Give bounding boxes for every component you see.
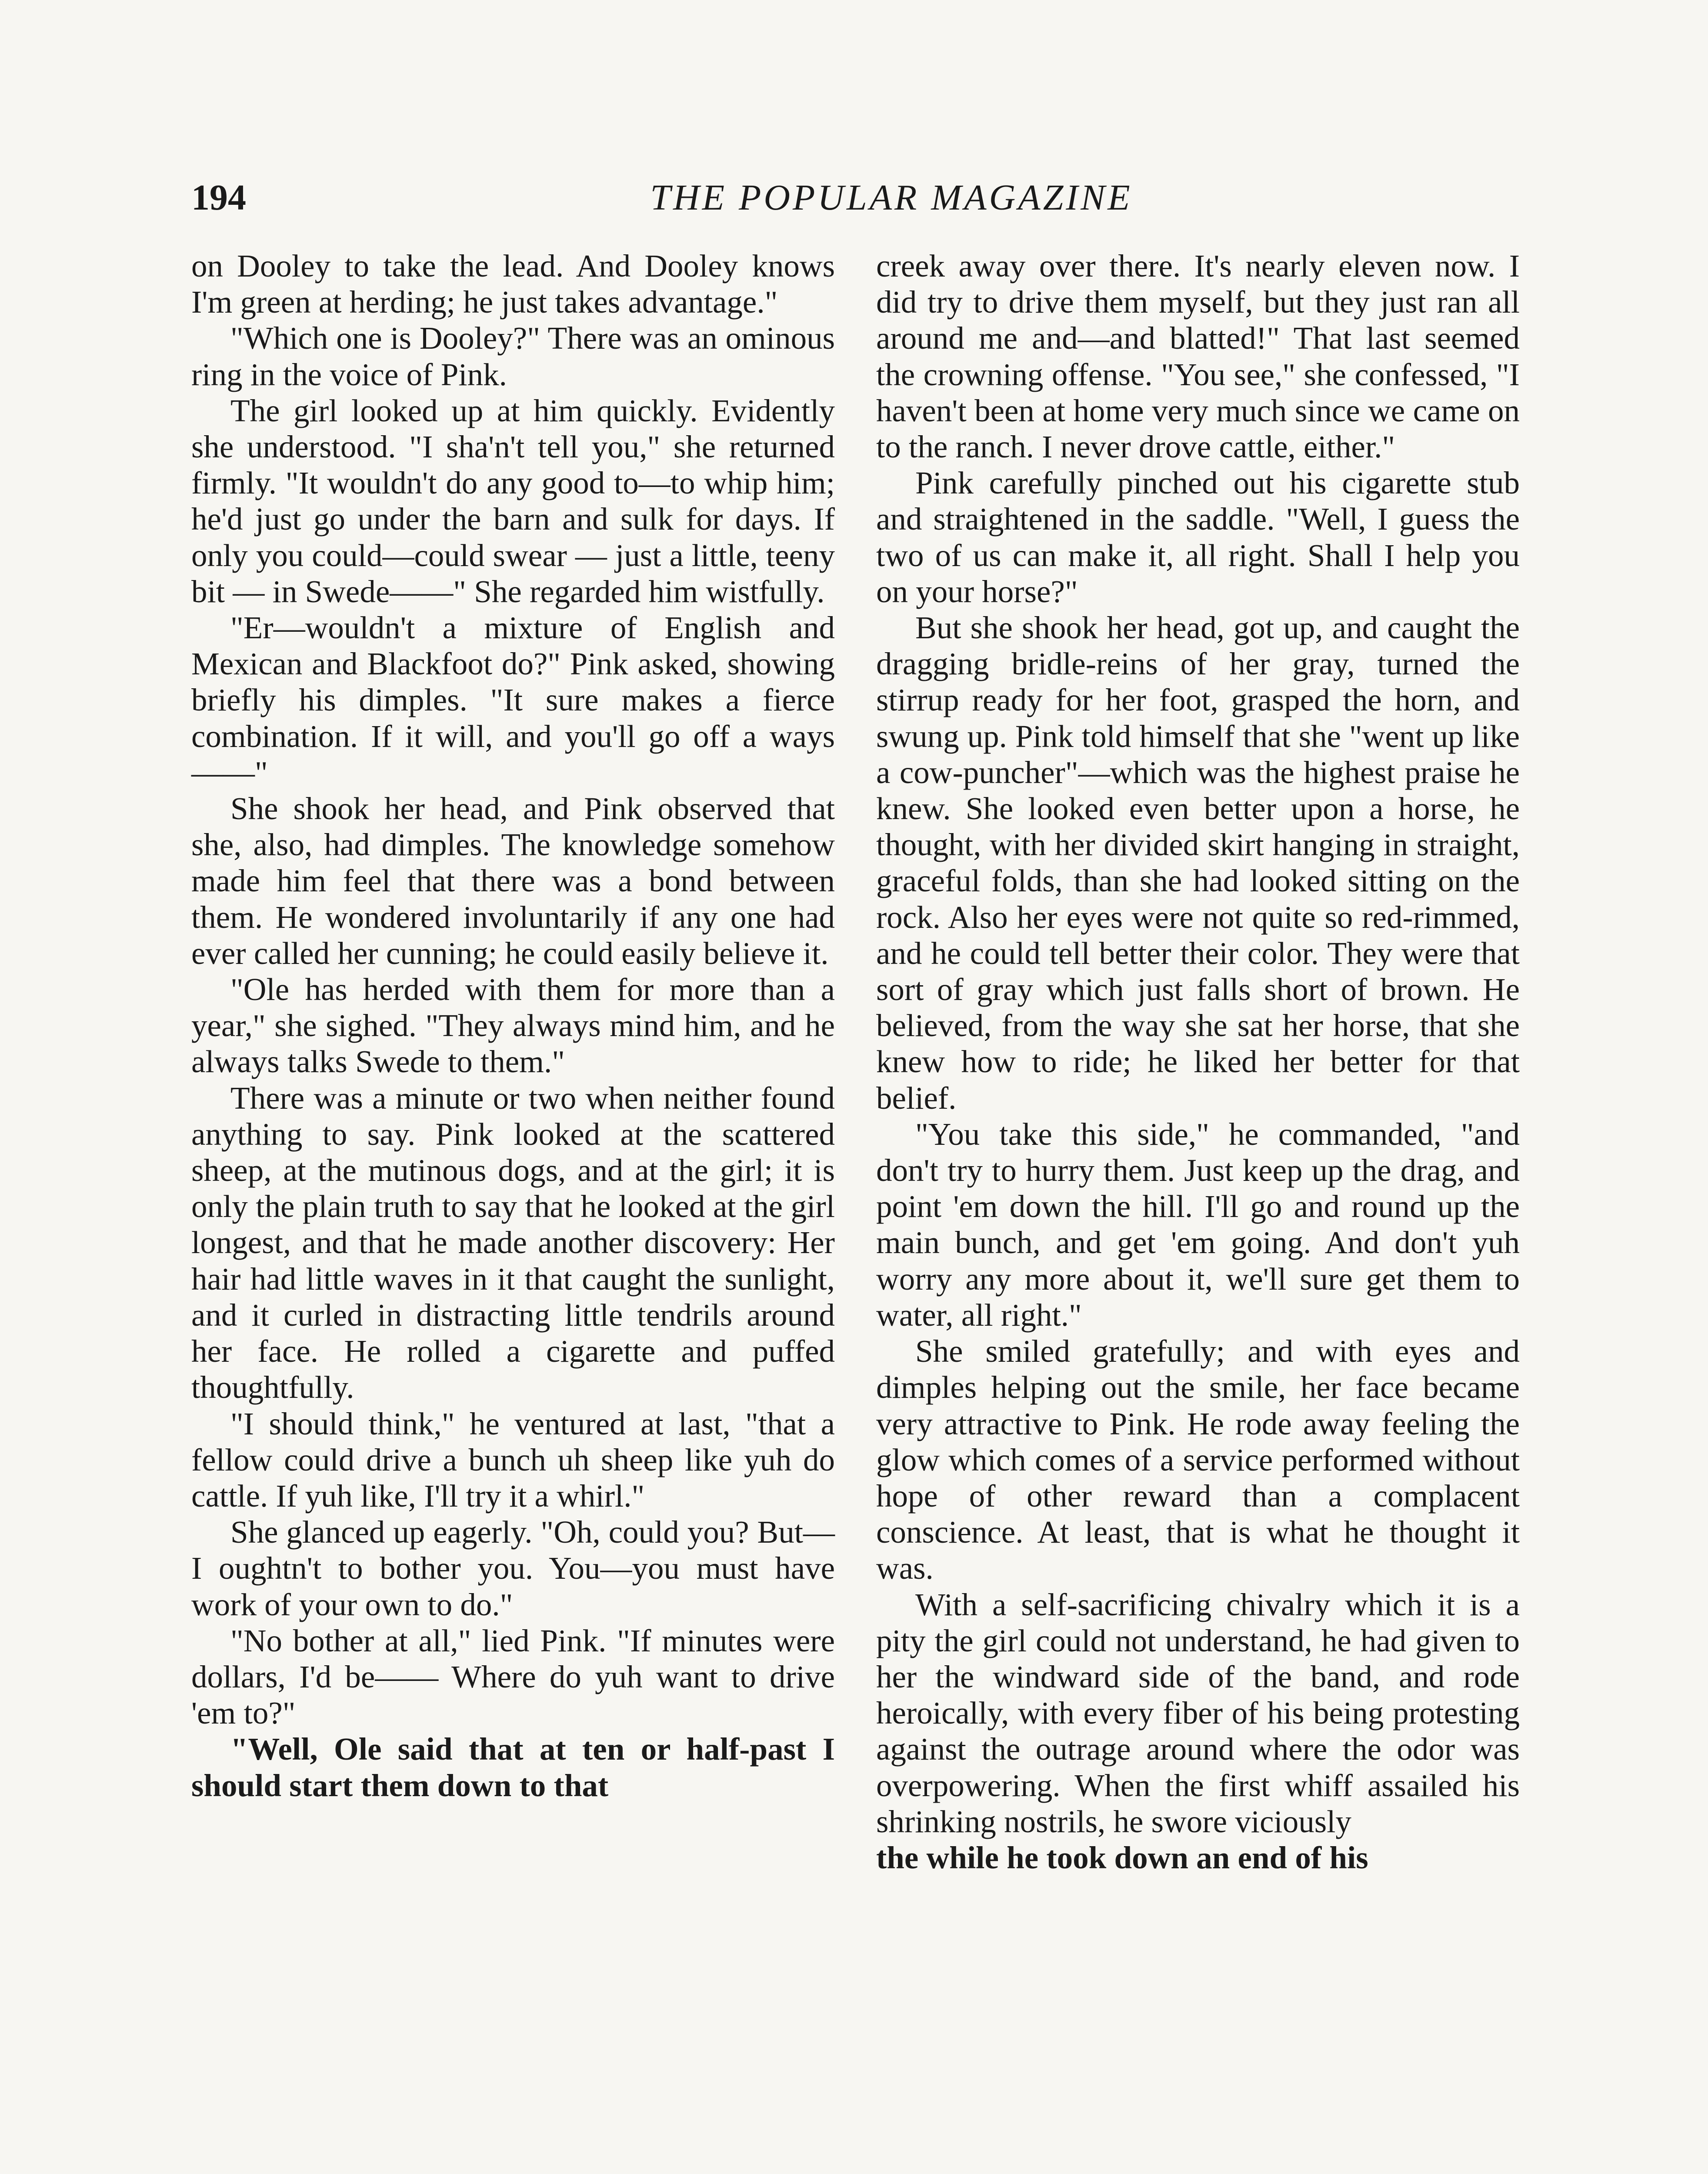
left-column xyxy=(191,248,835,1804)
paragraph: creek away over there. It's nearly eleven now. I did try to drive them myself, but they just ran all around me and—and blatted!" That last seemed the crowning offense. "You see," she confessed, "I haven't been at home very much since we came on to the ranch. I never drove cattle, either." xyxy=(876,248,1520,465)
paragraph: "You take this side," he commanded, "and don't try to hurry them. Just keep up the drag, and point 'em down the hill. I'll go and round up the main bunch, and get 'em going. And don't yuh worry any more about it, we'll sure get them to water, all right." xyxy=(876,1116,1520,1333)
paragraph: on Dooley to take the lead. And Dooley knows I'm green at herding; he just takes advantage." xyxy=(191,248,835,320)
paragraph: She glanced up eagerly. "Oh, could you? But—I oughtn't to bother you. You—you must have work of your own to do." xyxy=(191,1514,835,1622)
page-header xyxy=(0,167,1708,228)
paragraph: With a self-sacrificing chivalry which it is a pity the girl could not understand, he had given to her the windward side of the band, and rode heroically, with every fiber of his being protesting against the outrage around where the odor was overpowering. When the first whiff assailed his shrinking nostrils, he swore viciously xyxy=(876,1587,1520,1839)
paragraph: "I should think," he ventured at last, "that a fellow could drive a bunch uh sheep like yuh do cattle. If yuh like, I'll try it a whirl." xyxy=(191,1406,835,1514)
paragraph: There was a minute or two when neither found anything to say. Pink looked at the scattered sheep, at the mutinous dogs, and at the girl; it is only the plain truth to say that he looked at the girl longest, and that he made another discovery: Her hair had little waves in it that caught the sunlight, and it curled in distracting little tendrils around her face. He rolled a cigarette and puffed thoughtfully. xyxy=(191,1080,835,1405)
paragraph: "Er—wouldn't a mixture of English and Mexican and Blackfoot do?" Pink asked, showing briefly his dimples. "It sure makes a fierce combination. If it will, and you'll go off a ways——" xyxy=(191,610,835,790)
paragraph: "No bother at all," lied Pink. "If minutes were dollars, I'd be—— Where do yuh want to drive 'em to?" xyxy=(191,1623,835,1731)
paragraph: She smiled gratefully; and with eyes and dimples helping out the smile, her face became very attractive to Pink. He rode away feeling the glow which comes of a service performed without hope of other reward than a complacent conscience. At least, that is what he thought it was. xyxy=(876,1334,1520,1586)
paragraph: The girl looked up at him quickly. Evidently she understood. "I sha'n't tell you," she returned firmly. "It wouldn't do any good to—to whip him; he'd just go under the barn and sulk for days. If only you could—could swear — just a little, teeny bit — in Swede——" She regarded him wistfully. xyxy=(191,393,835,609)
paragraph: She shook her head, and Pink observed that she, also, had dimples. The knowledge somehow made him feel that there was a bond between them. He wondered involuntarily if any one had ever called her cunning; he could easily believe it. xyxy=(191,791,835,971)
paragraph: But she shook her head, got up, and caught the dragging bridle-reins of her gray, turned the stirrup ready for her foot, grasped the horn, and swung up. Pink told himself that she "went up like a cow-puncher"—which was the highest praise he knew. She looked even better upon a horse, he thought, with her divided skirt hanging in straight, graceful folds, than she had looked sitting on the rock. Also her eyes were not quite so red-rimmed, and he could tell better their color. They were that sort of gray which just falls short of brown. He believed, from the way she sat her horse, that she knew how to ride; he liked her better for that belief. xyxy=(876,610,1520,1116)
paragraph: Pink carefully pinched out his cigarette stub and straightened in the saddle. "Well, I guess the two of us can make it, all right. Shall I help you on your horse?" xyxy=(876,465,1520,609)
paragraph: "Which one is Dooley?" There was an ominous ring in the voice of Pink. xyxy=(191,320,835,392)
paragraph: "Ole has herded with them for more than a year," she sighed. "They always mind him, and he always talks Swede to them." xyxy=(191,972,835,1080)
paragraph: the while he took down an end of his xyxy=(876,1840,1368,1875)
magazine-title: THE POPULAR MAGAZINE xyxy=(650,177,1133,218)
page-number: 194 xyxy=(191,177,246,218)
right-column xyxy=(876,248,1520,1876)
paragraph: "Well, Ole said that at ten or half-past I should start them down to that xyxy=(191,1731,835,1803)
